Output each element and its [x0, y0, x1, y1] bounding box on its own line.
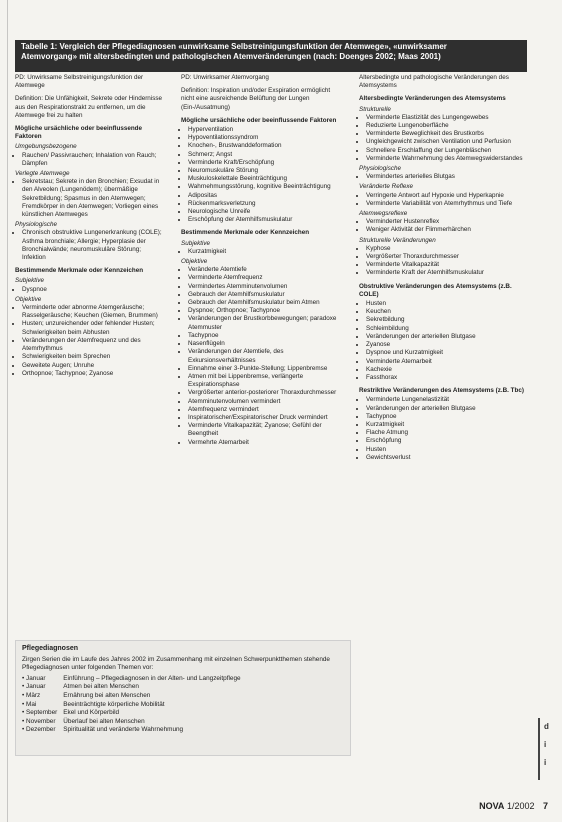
col3-heading-restrictive: Restriktive Veränderungen des Atemsystems (z.B. Tbc) [359, 387, 524, 395]
page-footer [479, 801, 548, 811]
list-item: • Gebrauch der Atemhilfsmuskulatur beim Atmen [188, 299, 343, 307]
col3-sub-physiological: Physiologische [359, 165, 402, 173]
list-item: • Verminderte Kraft der Atemhilfsmuskulatur [366, 269, 527, 277]
list-item: • Husten [366, 300, 527, 308]
list-item: • Atemminutenvolumen vermindert [188, 398, 343, 406]
list-item: • Verminderte Beweglichkeit des Brustkorbs [366, 130, 527, 138]
list-item: • Verminderte Vitalkapazität; Zyanose; Gefühl der Beengtheit [188, 422, 343, 438]
list-item: • Kyphose [366, 245, 527, 253]
list-item: • Schwierigkeiten beim Sprechen [22, 353, 165, 361]
table-row [22, 683, 247, 692]
topic-cell: Überlauf bei alten Menschen [63, 717, 145, 725]
col3-sub-structural: Strukturelle [359, 105, 391, 113]
col1-list-environment [15, 152, 165, 168]
list-item: • Verminderte oder abnorme Atemgeräusche; Rasselgeräusche; Keuchen (Giemen, Brummen) [22, 304, 165, 320]
col1-sub-subjective: Subjektive [15, 277, 45, 285]
list-item: • Vermehrte Atemarbeit [188, 439, 343, 447]
topic-cell: Einführung – Pflegediagnosen in der Alten- und Langzeitpflege [63, 674, 241, 682]
list-item: • Dyspnoe [22, 286, 165, 294]
col2-definition: Definition: Inspiration und/oder Exspiration ermöglicht nicht eine ausreichende Belüftung der Lungen (Ein-/Ausatmung) [181, 87, 331, 111]
list-item: • Atemfrequenz vermindert [188, 406, 343, 414]
list-item: • Veränderungen der Atemtiefe, des Exkursionsverhältnisses [188, 348, 343, 364]
list-item: • Verminderte Variabilität von Atemrhythmus und Tiefe [366, 200, 527, 208]
topic-cell: Atmen bei alten Menschen [63, 683, 139, 691]
col1-pd: PD: Unwirksame Selbstreinigungsfunktion der Atemwege [15, 74, 144, 90]
list-item: • Verminderte Vitalkapazität [366, 261, 527, 269]
col3-sub-structural-changes: Strukturelle Veränderungen [359, 236, 436, 244]
list-item: • Veränderte Atemtiefe [188, 266, 343, 274]
box-text: Zirgen Serien die im Laufe des Jahres 2002 im Zusammenhang mit einzelnen Schwerpunktthemen stehende Pflegediagnosen unter folgenden Themen vor: [22, 655, 330, 672]
col1-heading-signs: Bestimmende Merkmale oder Kennzeichen [15, 267, 144, 275]
list-item: • Dyspnoe und Kurzatmigkeit [366, 349, 527, 357]
table-title [15, 40, 527, 72]
list-item: • Kachexie [366, 366, 527, 374]
list-item: • Hypoventilationssyndrom [188, 134, 343, 142]
list-item: • Verminderte Atemarbeit [366, 358, 527, 366]
tab-letter: i [544, 740, 547, 749]
list-item: • Gebrauch der Atemhilfsmuskulatur [188, 291, 343, 299]
col1-heading-factors: Mögliche ursächliche oder beeinflussende Faktoren [15, 125, 143, 141]
topic-cell: Ernährung bei alten Menschen [63, 691, 151, 699]
list-item: • Tachypnoe [366, 413, 527, 421]
col3-list-restrictive [359, 396, 527, 462]
list-item: • Veränderungen der arteriellen Blutgase [366, 333, 527, 341]
list-item: • Dyspnoe; Orthopnoe; Tachypnoe [188, 307, 343, 315]
list-item: • Kurzatmigkeit [188, 248, 343, 256]
list-item: • Fassthorax [366, 374, 527, 382]
col3-heading-obstructive: Obstruktive Veränderungen des Atemsystems (z.B. COLE) [359, 282, 512, 298]
col3-list-airway-reflexes [359, 218, 527, 234]
list-item: • Rauchen/ Passivrauchen; Inhalation von Rauch; Dämpfen [22, 152, 165, 168]
list-item: • Vermindertes Atemminutenvolumen [188, 283, 343, 291]
col3-sub-airway-reflexes: Atemwegsreflexe [359, 210, 408, 218]
col1-list-physiological [15, 229, 165, 262]
table-row [22, 726, 247, 735]
topic-cell: Spiritualität und veränderte Wahrnehmung [63, 726, 184, 734]
list-item: • Veränderungen der arteriellen Blutgase [366, 405, 527, 413]
list-item: • Verminderte Elastizität des Lungengewebes [366, 114, 527, 122]
tab-letter: d [544, 722, 549, 731]
month-cell: • September [22, 709, 58, 717]
column-age-related-changes [359, 74, 527, 464]
list-item: • Schnellere Erschlaffung der Lungenbläschen [366, 147, 527, 155]
column-ineffective-airway-clearance [15, 74, 165, 380]
list-item: • Nasenflügeln [188, 340, 343, 348]
nursing-diagnoses-info-box [15, 640, 351, 756]
list-item: • Erschöpfung der Atemhilfsmuskulatur [188, 216, 343, 224]
col3-intro: Altersbedingte und pathologische Veränderungen des Atemsystems [359, 74, 509, 90]
tab-letter: i [544, 758, 547, 767]
list-item: • Schleimbildung [366, 325, 527, 333]
page-number: 7 [542, 801, 548, 811]
list-item: • Verminderte Atemfrequenz [188, 274, 343, 282]
col1-list-subjective [15, 286, 165, 294]
topic-cell: Ekel und Körperbild [63, 709, 120, 717]
list-item: • Vergrößerter anterior-posteriorer Thoraxdurchmesser [188, 389, 343, 397]
list-item: • Hyperventilation [188, 126, 343, 134]
list-item: • Knochen-, Brustwanddeformation [188, 142, 343, 150]
month-cell: • Mai [22, 700, 37, 708]
month-cell: • Januar [22, 674, 46, 682]
column-ineffective-breathing-pattern [181, 74, 343, 449]
chapter-tab-marker [538, 718, 562, 780]
list-item: • Rückenmarksverletzung [188, 200, 343, 208]
list-item: • Adipositas [188, 192, 343, 200]
list-item: • Reduzierte Lungenoberfläche [366, 122, 527, 130]
col1-list-obstructed [15, 178, 165, 219]
col2-heading-factors: Mögliche ursächliche oder beeinflussende Faktoren [181, 116, 337, 124]
list-item: • Wahrnehmungsstörung, kognitive Beeinträchtigung [188, 183, 343, 191]
list-item: • Verminderter Hustenreflex [366, 218, 527, 226]
col1-definition: Definition: Die Unfähigkeit, Sekrete oder Hindernisse aus den Respirationstrakt zu entfernen, um die Atemwege frei zu halten [15, 95, 163, 119]
list-item: • Orthopnoe; Tachypnoe; Zyanose [22, 370, 165, 378]
list-item: • Einnahme einer 3-Punkte-Stellung; Lippenbremse [188, 365, 343, 373]
list-item: • Verminderte Wahrnehmung des Atemwegswiderstandes [366, 155, 527, 163]
list-item: • Erschöpfung [366, 437, 527, 445]
month-cell: • Januar [22, 683, 46, 691]
issue-number: 1/2002 [506, 801, 535, 811]
month-cell: • Dezember [22, 726, 56, 734]
list-item: • Verringerte Antwort auf Hypoxie und Hyperkapnie [366, 192, 527, 200]
list-item: • Vermindertes arterielles Blutgas [366, 173, 527, 181]
col3-sub-reflexes: Veränderte Reflexe [359, 183, 414, 191]
col2-sub-subjective: Subjektive [181, 239, 211, 247]
col3-list-structural [359, 114, 527, 163]
list-item: • Vergrößerter Thoraxdurchmesser [366, 253, 527, 261]
col1-sub-physiological: Physiologische [15, 221, 58, 229]
topic-cell: Beeinträchtigte körperliche Mobilität [63, 700, 165, 708]
list-item: • Neurologische Unreife [188, 208, 343, 216]
journal-name: NOVA [479, 801, 505, 811]
col2-heading-signs: Bestimmende Merkmale oder Kennzeichen [181, 229, 310, 237]
col2-pd: PD: Unwirksamer Atemvorgang [181, 74, 269, 81]
list-item: • Husten [366, 446, 527, 454]
list-item: • Ungleichgewicht zwischen Ventilation und Perfusion [366, 138, 527, 146]
table-row [22, 718, 247, 727]
list-item: • Flache Atmung [366, 429, 527, 437]
title-line-2: Atemvorgang» mit altersbedingten und pathologischen Atemveränderungen (nach: Doenges 2002; Maas 2001) [21, 52, 441, 61]
col3-heading-age: Altersbedingte Veränderungen des Atemsystems [359, 95, 506, 103]
list-item: • Verminderte Kraft/Erschöpfung [188, 159, 343, 167]
list-item: • Neuromuskuläre Störung [188, 167, 343, 175]
col2-list-objective [181, 266, 343, 446]
list-item: • Tachypnoe [188, 332, 343, 340]
month-cell: • März [22, 691, 41, 699]
col2-sub-objective: Objektive [181, 258, 208, 266]
list-item: • Veränderungen der Brustkorbbewegungen; paradoxe Atemmuster [188, 315, 343, 331]
list-item: • Schmerz; Angst [188, 151, 343, 159]
table-row [22, 675, 247, 684]
col1-sub-objective: Objektive [15, 295, 42, 303]
list-item: • Keuchen [366, 308, 527, 316]
list-item: • Kurzatmigkeit [366, 421, 527, 429]
table-row [22, 692, 247, 701]
col3-list-structural-changes [359, 245, 527, 278]
list-item: • Zyanose [366, 341, 527, 349]
list-item: • Gewichtsverlust [366, 454, 527, 462]
col2-list-factors [181, 126, 343, 224]
col3-list-obstructive [359, 300, 527, 382]
scan-edge-line [7, 0, 8, 822]
list-item: • Chronisch obstruktive Lungenerkrankung (COLE); Asthma bronchiale; Allergie; Hyperplasie der Bronchialwände; neuromuskuläre Störung; Infektion [22, 229, 165, 262]
list-item: • Sekretstau; Sekrete in den Bronchien; Exsudat in den Alveolen (Lungenödem); übermäßige Sekretbildung; Spasmus in den Atemwegen; Fremdkörper in den Atemwegen; Vorliegen eines künstlichen Atemweges [22, 178, 165, 219]
list-item: • Inspiratorischer/Exspiratorischer Druck vermindert [188, 414, 343, 422]
schedule-table [22, 675, 247, 735]
col1-sub-obstructed: Verlegte Atemwege [15, 170, 70, 178]
list-item: • Husten; unzureichender oder fehlender Husten; Schwierigkeiten beim Abhusten [22, 320, 165, 336]
month-cell: • November [22, 717, 56, 725]
box-title: Pflegediagnosen [22, 645, 79, 652]
list-item: • Veränderungen der Atemfrequenz und des Atemrhythmus [22, 337, 165, 353]
col3-list-physiological [359, 173, 527, 181]
list-item: • Geweitete Augen; Unruhe [22, 362, 165, 370]
table-row [22, 709, 247, 718]
table-row [22, 701, 247, 710]
col1-sub-environment: Umgebungsbezogene [15, 143, 77, 151]
title-line-1: Tabelle 1: Vergleich der Pflegediagnosen «unwirksame Selbstreinigungsfunktion der Atemwege», «unwirksamer [21, 42, 447, 51]
col1-list-objective [15, 304, 165, 378]
list-item: • Verminderte Lungenelastizität [366, 396, 527, 404]
list-item: • Atmen mit bei Lippenbremse, verlängerte Exspirationsphase [188, 373, 343, 389]
list-item: • Weniger Aktivität der Flimmerhärchen [366, 226, 527, 234]
col3-list-reflexes [359, 192, 527, 208]
list-item: • Sekretbildung [366, 316, 527, 324]
col2-list-subjective [181, 248, 343, 256]
list-item: • Muskuloskelettale Beeinträchtigung [188, 175, 343, 183]
